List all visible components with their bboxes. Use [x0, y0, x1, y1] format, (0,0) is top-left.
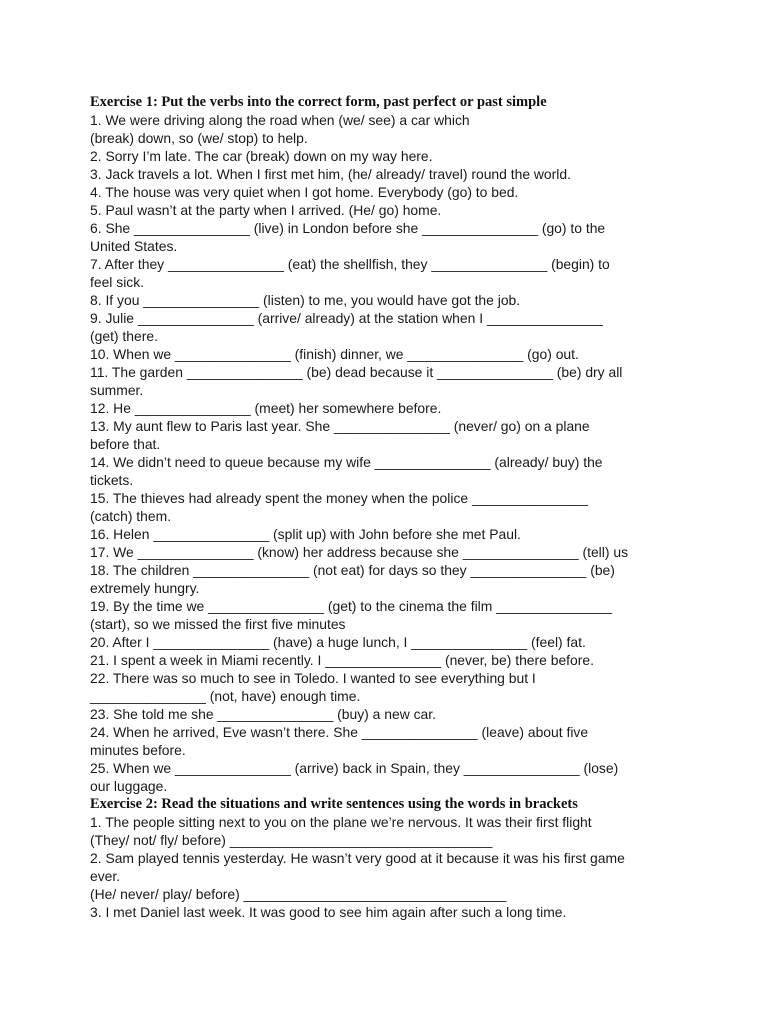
- exercise-1-line: 20. After I _______________ (have) a huge lunch, I _______________ (feel) fat.: [90, 634, 586, 650]
- exercise-1-line: 1. We were driving along the road when (we/ see) a car which: [90, 112, 470, 128]
- exercise-1-line: 21. I spent a week in Miami recently. I _______________ (never, be) there before.: [90, 652, 594, 668]
- exercise-2-line: (He/ never/ play/ before) __________________________________: [90, 886, 507, 902]
- exercise-1-line: 9. Julie _______________ (arrive/ already) at the station when I _______________: [90, 310, 603, 326]
- exercise-1-line: tickets.: [90, 472, 134, 488]
- exercise-1-line: 11. The garden _______________ (be) dead because it _______________ (be) dry all: [90, 364, 623, 380]
- exercise-1-line: minutes before.: [90, 742, 186, 758]
- exercise-1-line: United States.: [90, 238, 178, 254]
- exercise-1-line: 17. We _______________ (know) her address because she _______________ (tell) us: [90, 544, 629, 560]
- exercise-1-line: 19. By the time we _______________ (get) to the cinema the film _______________: [90, 598, 613, 614]
- exercise-2-line: 2. Sam played tennis yesterday. He wasn’t very good at it because it was his first game: [90, 850, 625, 866]
- exercise-1-line: 3. Jack travels a lot. When I first met him, (he/ already/ travel) round the world.: [90, 166, 571, 182]
- exercise-1-line: (catch) them.: [90, 508, 172, 524]
- exercise-1-line: 22. There was so much to see in Toledo. I wanted to see everything but I: [90, 670, 536, 686]
- exercise-1-line: 2. Sorry I’m late. The car (break) down on my way here.: [90, 148, 433, 164]
- exercise-1-line: 16. Helen _______________ (split up) with John before she met Paul.: [90, 526, 521, 542]
- exercise-1-body: [90, 111, 710, 795]
- exercise-1-line: 25. When we _______________ (arrive) back in Spain, they _______________ (lose): [90, 760, 619, 776]
- exercise-1-line: extremely hungry.: [90, 580, 200, 596]
- exercise-1-line: (get) there.: [90, 328, 158, 344]
- exercise-1-line: 6. She _______________ (live) in London before she _______________ (go) to the: [90, 220, 606, 236]
- exercise-1-line: (break) down, so (we/ stop) to help.: [90, 130, 308, 146]
- exercise-2-heading: Exercise 2: Read the situations and write sentences using the words in brackets: [90, 796, 578, 812]
- exercise-1-line: summer.: [90, 382, 144, 398]
- exercise-1-line: 4. The house was very quiet when I got home. Everybody (go) to bed.: [90, 184, 519, 200]
- exercise-1-line: 15. The thieves had already spent the money when the police _______________: [90, 490, 588, 506]
- exercise-1-line: 12. He _______________ (meet) her somewhere before.: [90, 400, 442, 416]
- exercise-1-heading: Exercise 1: Put the verbs into the correct form, past perfect or past simple: [90, 94, 547, 110]
- exercise-1-line: 23. She told me she _______________ (buy) a new car.: [90, 706, 436, 722]
- exercise-2-line: 3. I met Daniel last week. It was good to see him again after such a long time.: [90, 904, 567, 920]
- exercise-2-body: [90, 813, 710, 921]
- exercise-1-line: 5. Paul wasn’t at the party when I arrived. (He/ go) home.: [90, 202, 442, 218]
- exercise-1-line: 14. We didn’t need to queue because my wife _______________ (already/ buy) the: [90, 454, 603, 470]
- exercise-1-line: feel sick.: [90, 274, 145, 290]
- exercise-1-line: _______________ (not, have) enough time.: [90, 688, 361, 704]
- exercise-2-line: ever.: [90, 868, 121, 884]
- exercise-1-line: before that.: [90, 436, 161, 452]
- exercise-1-line: 18. The children _______________ (not eat) for days so they _______________ (be): [90, 562, 615, 578]
- exercise-2-line: (They/ not/ fly/ before) __________________________________: [90, 832, 493, 848]
- worksheet: [90, 93, 710, 921]
- exercise-2-line: 1. The people sitting next to you on the plane we’re nervous. It was their first flight: [90, 814, 592, 830]
- exercise-1-line: 10. When we _______________ (finish) dinner, we _______________ (go) out.: [90, 346, 579, 362]
- exercise-1-line: 8. If you _______________ (listen) to me, you would have got the job.: [90, 292, 521, 308]
- exercise-1-line: our luggage.: [90, 778, 168, 794]
- exercise-1-line: (start), so we missed the first five minutes: [90, 616, 346, 632]
- exercise-1-line: 7. After they _______________ (eat) the shellfish, they _______________ (begin) to: [90, 256, 610, 272]
- exercise-1-line: 13. My aunt flew to Paris last year. She _______________ (never/ go) on a plane: [90, 418, 590, 434]
- exercise-1-line: 24. When he arrived, Eve wasn’t there. She _______________ (leave) about five: [90, 724, 589, 740]
